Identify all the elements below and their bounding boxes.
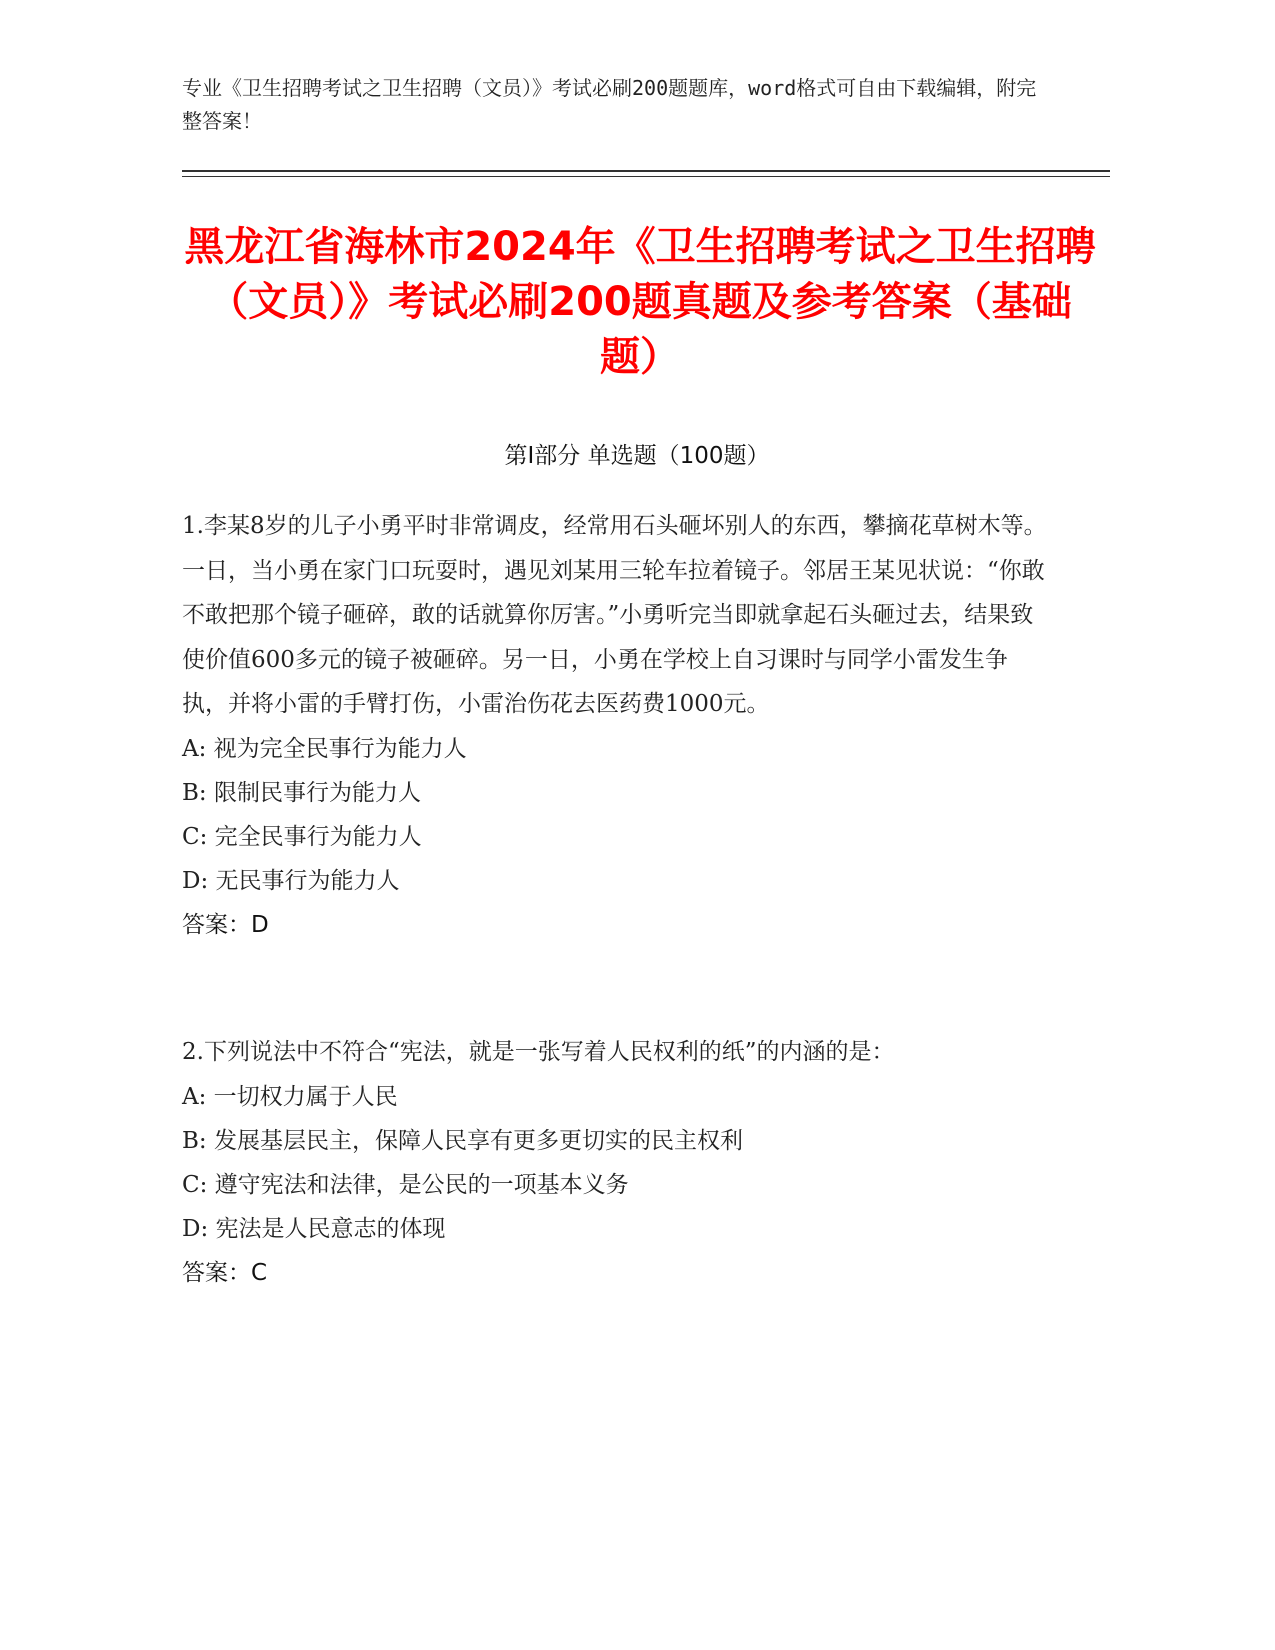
option-b: B: 发展基层民主，保障人民享有更多更切实的民主权利: [182, 1127, 743, 1154]
answer: 答案：D: [182, 911, 269, 938]
option-b: B: 限制民事行为能力人: [182, 779, 421, 806]
option-c: C: 完全民事行为能力人: [182, 823, 422, 850]
header-divider-thick: [182, 170, 1110, 172]
option-d: D: 无民事行为能力人: [182, 867, 400, 894]
answer: 答案：C: [182, 1259, 268, 1286]
question-2: [182, 1030, 1052, 1295]
header-divider-thin: [182, 176, 1110, 177]
section-title: 第I部分 单选题（100题）: [504, 443, 770, 469]
question-stem: 1.李某8岁的儿子小勇平时非常调皮，经常用石头砸坏别人的东西，攀摘花草树木等。一日，当小勇在家门口玩耍时，遇见刘某用三轮车拉着镜子。邻居王某见状说：“你敢不敢把那个镜子砸碎，敢的话就算你厉害。”小勇听完当即就拿起石头砸过去，结果致使价值600多元的镜子被砸碎。另一日，小勇在学校上自习课时与同学小雷发生争执，并将小雷的手臂打伤，小雷治伤花去医药费1000元。: [182, 513, 1047, 717]
header-note: 专业《卫生招聘考试之卫生招聘（文员）》考试必刷200题题库，word格式可自由下载编辑，附完整答案！: [182, 76, 1037, 133]
option-d: D: 宪法是人民意志的体现: [182, 1215, 446, 1242]
document-title: 黑龙江省海林市2024年《卫生招聘考试之卫生招聘（文员）》考试必刷200题真题及参考答案（基础题）: [184, 224, 1096, 380]
question-stem: 2.下列说法中不符合“宪法，就是一张写着人民权利的纸”的内涵的是：: [182, 1039, 895, 1065]
option-c: C: 遵守宪法和法律，是公民的一项基本义务: [182, 1171, 629, 1198]
option-a: A: 视为完全民事行为能力人: [182, 735, 467, 762]
question-1: [182, 504, 1052, 947]
option-a: A: 一切权力属于人民: [182, 1083, 398, 1110]
